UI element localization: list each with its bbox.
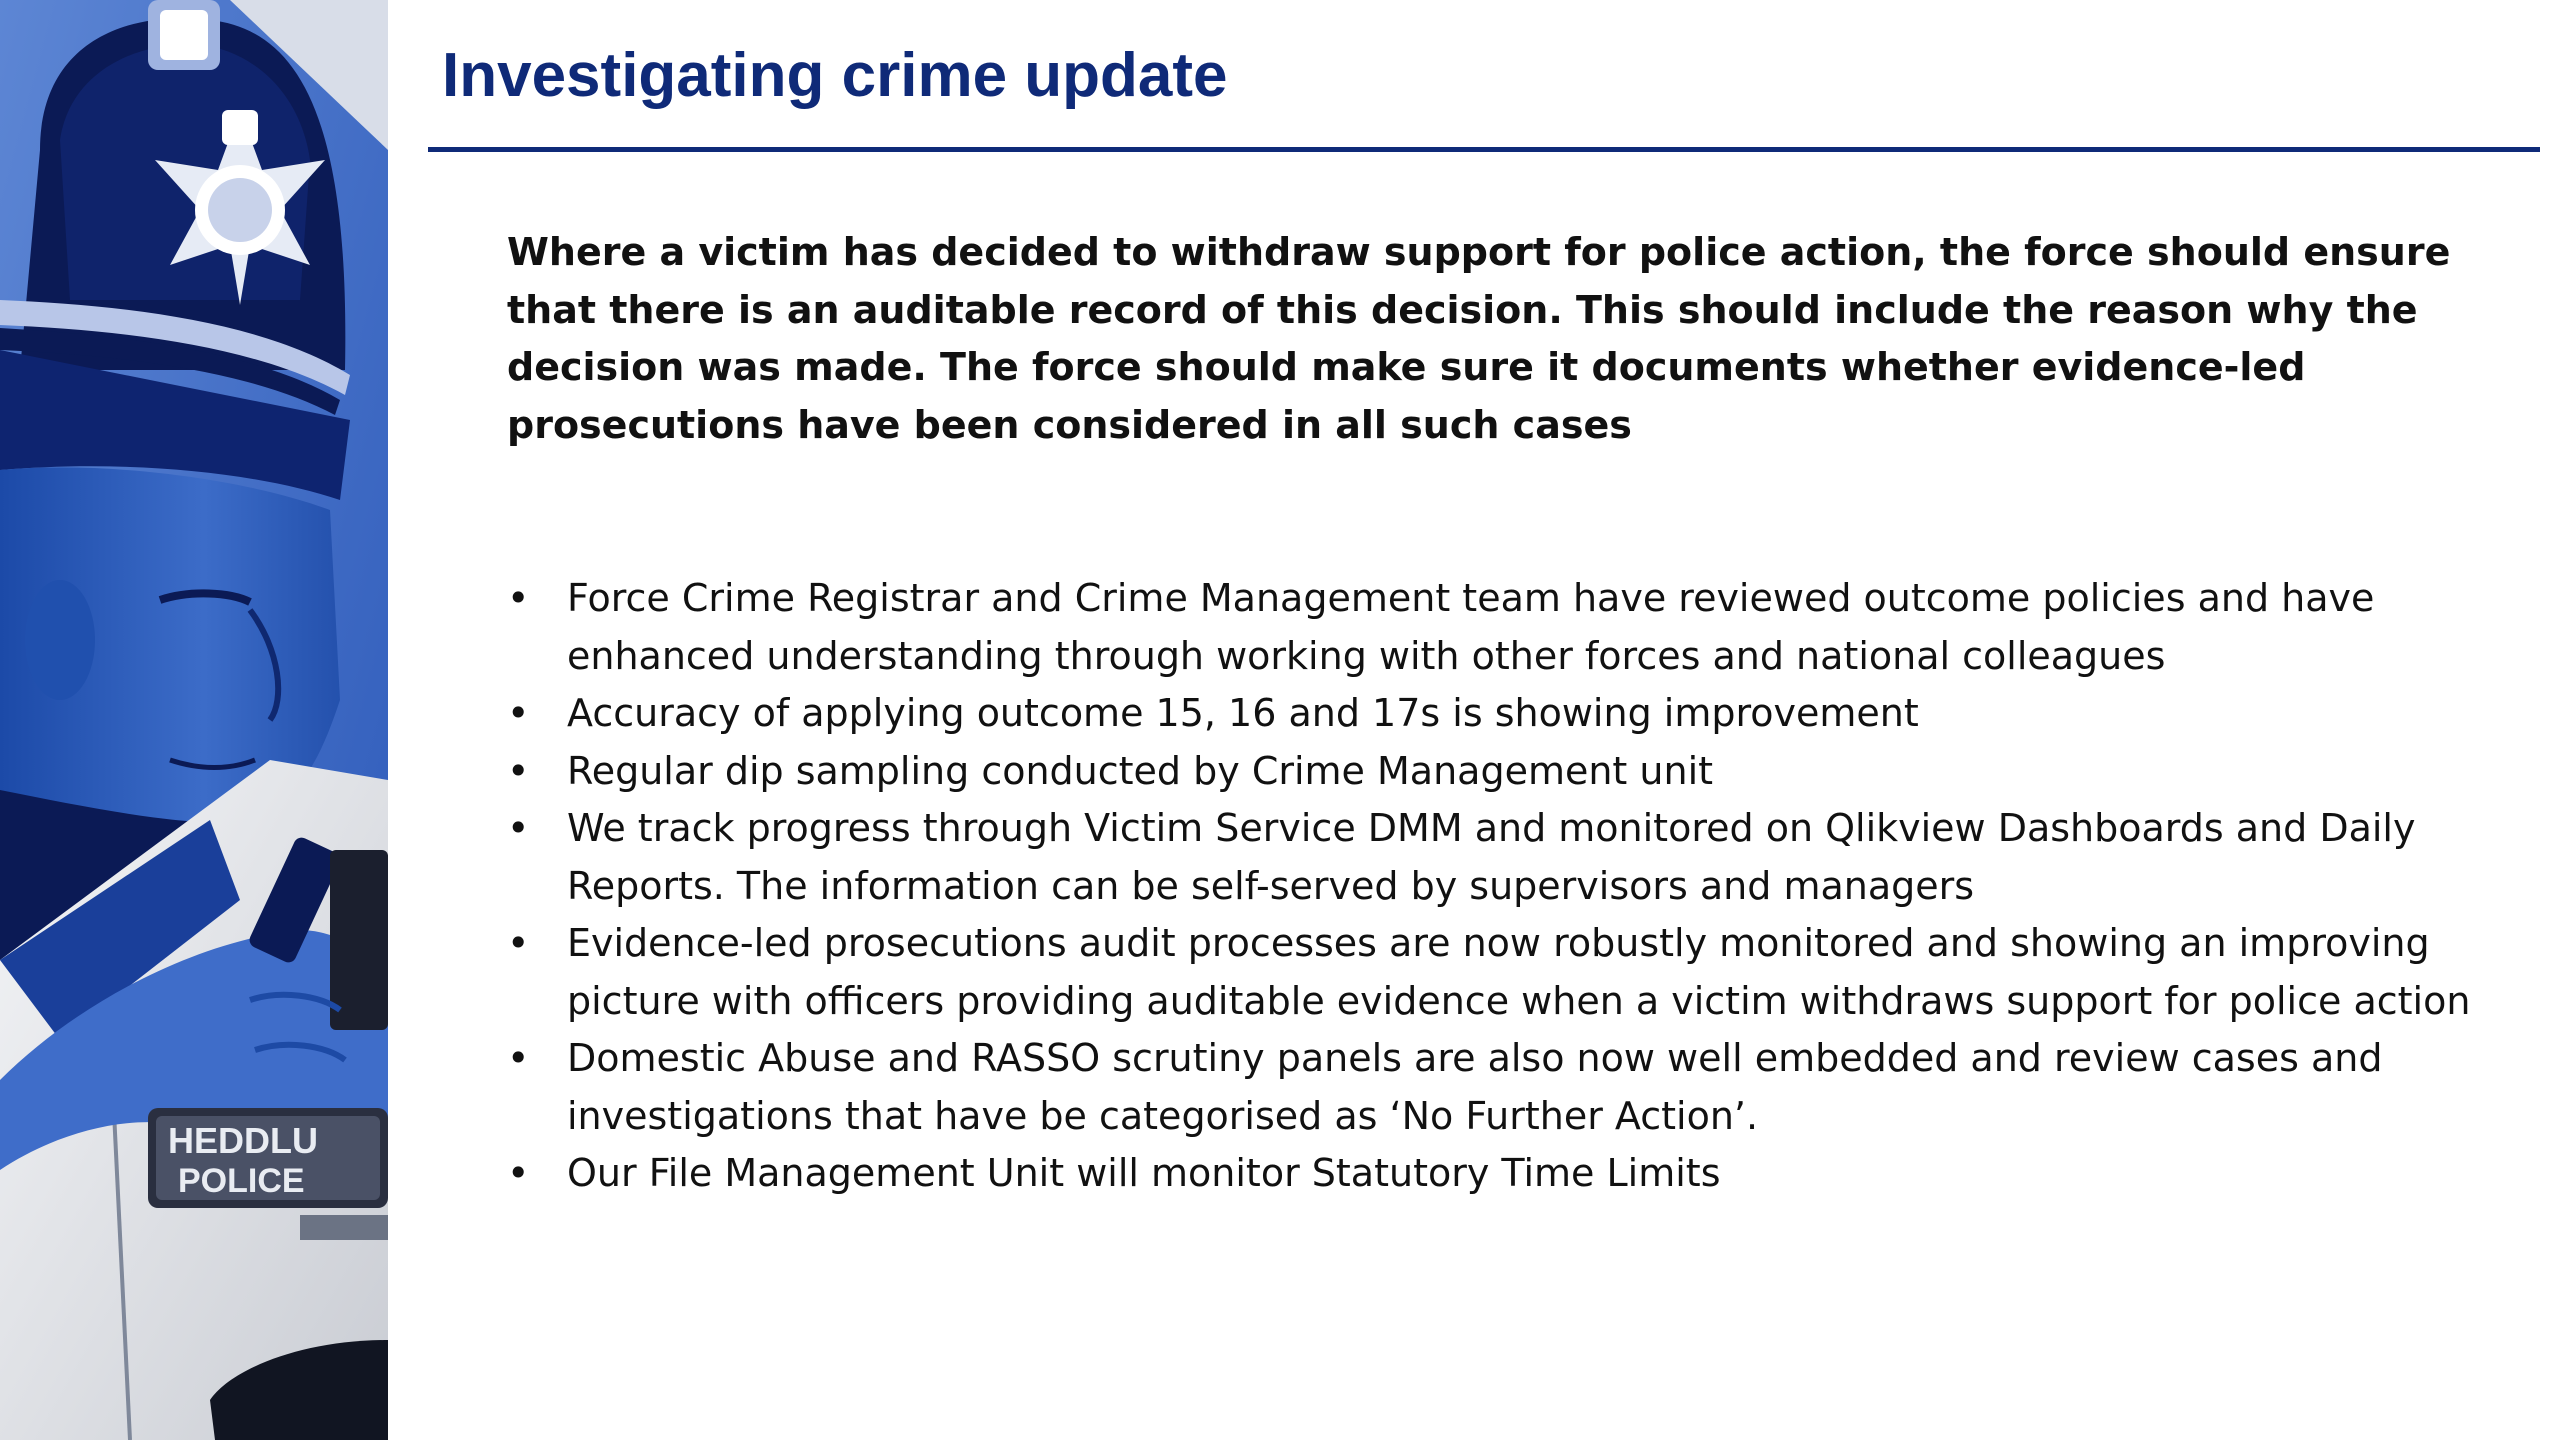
bullet-item (507, 685, 2507, 743)
lead-statement: Where a victim has decided to withdraw support for police action, the force should ensure that there is an auditable record of this decision. This should include the reason why the decision was made. The force should make sure it documents whether evidence-led prosecutions have been considered in all such cases (507, 230, 2451, 447)
svg-text:POLICE: POLICE (178, 1162, 305, 1200)
bullet-text: Accuracy of applying outcome 15, 16 and 17s is showing improvement (567, 691, 1919, 735)
bullet-dot: • (507, 1151, 530, 1195)
bullet-dot: • (507, 576, 530, 620)
officer-illustration (0, 0, 388, 1440)
bullet-text: Regular dip sampling conducted by Crime Management unit (567, 748, 1714, 793)
bullet-text: We track progress through Victim Service DMM and monitored on Qlikview Dashboards and Daily Reports. The information can be self-served by supervisors and managers (567, 806, 2416, 908)
bullet-item (507, 915, 2507, 1030)
bullet-dot: • (507, 1036, 530, 1080)
bullet-item (507, 570, 2507, 685)
bullet-dot: • (507, 921, 530, 965)
svg-text:HEDDLU: HEDDLU (168, 1120, 318, 1161)
bullet-dot: • (507, 748, 530, 793)
slide-title: Investigating crime update (442, 41, 1228, 110)
bullet-list (507, 570, 2507, 1203)
officer-photo (0, 0, 388, 1440)
bullet-item (507, 743, 2507, 801)
bullet-dot: • (507, 806, 530, 850)
bullet-text: Evidence-led prosecutions audit processes are now robustly monitored and showing an improving picture with officers providing auditable evidence when a victim withdraws support for police action (567, 921, 2471, 1023)
bullet-item (507, 1030, 2507, 1145)
bullet-text: Domestic Abuse and RASSO scrutiny panels are also now well embedded and review cases and investigations that have be categorised as ‘No Further Action’. (567, 1036, 2383, 1138)
bullet-item (507, 1145, 2507, 1203)
bullet-text: Force Crime Registrar and Crime Management team have reviewed outcome policies and have enhanced understanding through working with other forces and national colleagues (567, 576, 2375, 678)
bullet-item (507, 800, 2507, 915)
title-divider (428, 147, 2540, 152)
bullet-dot: • (507, 691, 530, 735)
bullet-text: Our File Management Unit will monitor Statutory Time Limits (567, 1151, 1721, 1195)
